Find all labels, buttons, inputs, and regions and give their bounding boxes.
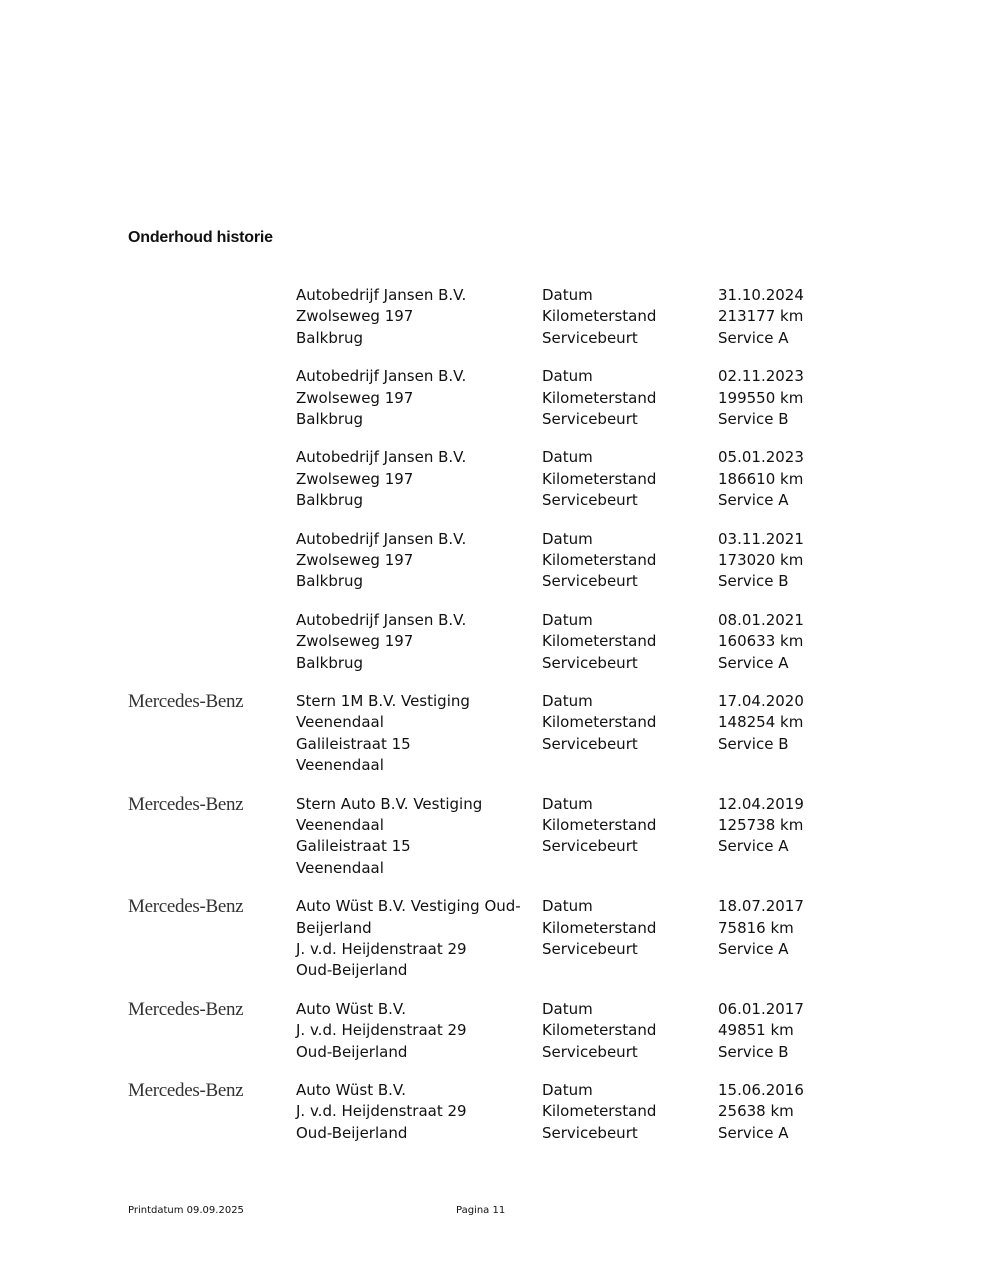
service-type: Service B: [718, 572, 789, 591]
service-record: [128, 447, 828, 511]
address-line: Veenendaal: [296, 713, 384, 732]
field-labels: [542, 529, 656, 593]
service-record: [128, 366, 828, 430]
dealer-address: [296, 285, 526, 349]
field-labels: [542, 999, 656, 1063]
page-number: Pagina 11: [456, 1205, 506, 1216]
field-label: Datum: [542, 286, 593, 304]
address-line: Autobedrijf Jansen B.V.: [296, 529, 467, 548]
address-line: Oud-Beijerland: [296, 1042, 408, 1061]
page-title: Onderhoud historie: [128, 229, 273, 246]
field-label: Datum: [542, 448, 593, 467]
service-date: 18.07.2017: [718, 897, 804, 916]
address-line: Zwolseweg 197: [296, 388, 414, 407]
field-labels: [542, 896, 656, 960]
field-values: [718, 691, 804, 755]
odometer-value: 160633 km: [718, 632, 804, 651]
address-line: Galileistraat 15: [296, 837, 411, 856]
service-date: 08.01.2021: [718, 610, 804, 629]
address-line: Balkbrug: [296, 491, 364, 510]
field-label: Servicebeurt: [542, 1042, 638, 1061]
address-line: Zwolseweg 197: [296, 469, 414, 488]
field-label: Datum: [542, 794, 593, 813]
brand-logo: Mercedes-Benz: [128, 1079, 244, 1101]
field-label: Servicebeurt: [542, 734, 638, 753]
service-date: 02.11.2023: [718, 367, 804, 386]
field-label: Kilometerstand: [542, 713, 657, 732]
service-date: 12.04.2019: [718, 794, 804, 813]
dealer-address: [296, 999, 526, 1063]
service-date: 17.04.2020: [718, 691, 804, 710]
field-label: Servicebeurt: [542, 1123, 638, 1142]
address-line: Galileistraat 15: [296, 734, 411, 753]
dealer-address: [296, 366, 526, 430]
address-line: Autobedrijf Jansen B.V.: [296, 286, 467, 304]
field-label: Kilometerstand: [542, 550, 657, 569]
dealer-address: [296, 794, 526, 880]
field-label: Kilometerstand: [542, 388, 657, 407]
print-date: Printdatum 09.09.2025: [128, 1205, 244, 1216]
field-values: [718, 794, 804, 858]
field-labels: [542, 610, 656, 674]
odometer-value: 75816 km: [718, 918, 794, 937]
service-type: Service A: [718, 328, 789, 347]
field-values: [718, 447, 804, 511]
service-type: Service A: [718, 491, 789, 510]
address-line: Oud-Beijerland: [296, 1123, 408, 1142]
field-values: [718, 999, 804, 1063]
address-line: Balkbrug: [296, 572, 364, 591]
field-values: [718, 1080, 804, 1144]
service-type: Service A: [718, 939, 789, 958]
service-record: [128, 285, 828, 349]
odometer-value: 173020 km: [718, 550, 804, 569]
field-label: Servicebeurt: [542, 653, 638, 672]
service-date: 05.01.2023: [718, 448, 804, 467]
service-record: [128, 999, 828, 1063]
service-record: [128, 529, 828, 593]
address-line: Balkbrug: [296, 653, 364, 672]
field-label: Kilometerstand: [542, 918, 657, 937]
field-label: Servicebeurt: [542, 939, 638, 958]
dealer-address: [296, 691, 526, 777]
service-type: Service A: [718, 837, 789, 856]
field-label: Datum: [542, 999, 593, 1018]
address-line: Beijerland: [296, 918, 372, 937]
dealer-address: [296, 447, 526, 511]
odometer-value: 199550 km: [718, 388, 804, 407]
field-values: [718, 610, 804, 674]
brand-logo: Mercedes-Benz: [128, 690, 244, 712]
field-labels: [542, 285, 656, 349]
address-line: Auto Wüst B.V.: [296, 999, 407, 1018]
field-label: Datum: [542, 367, 593, 386]
brand-logo: Mercedes-Benz: [128, 998, 244, 1020]
field-label: Servicebeurt: [542, 837, 638, 856]
service-type: Service B: [718, 734, 789, 753]
field-label: Kilometerstand: [542, 815, 657, 834]
address-line: Autobedrijf Jansen B.V.: [296, 367, 467, 386]
field-labels: [542, 447, 656, 511]
field-values: [718, 529, 804, 593]
address-line: J. v.d. Heijdenstraat 29: [296, 1102, 467, 1121]
service-date: 31.10.2024: [718, 286, 804, 304]
address-line: Autobedrijf Jansen B.V.: [296, 610, 467, 629]
odometer-value: 148254 km: [718, 713, 804, 732]
dealer-address: [296, 529, 526, 593]
address-line: Veenendaal: [296, 815, 384, 834]
odometer-value: 49851 km: [718, 1021, 794, 1040]
field-values: [718, 285, 804, 349]
field-label: Datum: [542, 529, 593, 548]
service-record: [128, 1080, 828, 1144]
service-type: Service A: [718, 653, 789, 672]
address-line: Autobedrijf Jansen B.V.: [296, 448, 467, 467]
field-label: Kilometerstand: [542, 307, 657, 326]
field-labels: [542, 1080, 656, 1144]
address-line: Zwolseweg 197: [296, 632, 414, 651]
field-values: [718, 896, 804, 960]
address-line: Zwolseweg 197: [296, 307, 414, 326]
service-date: 03.11.2021: [718, 529, 804, 548]
address-line: Auto Wüst B.V.: [296, 1080, 407, 1099]
field-labels: [542, 691, 656, 755]
field-values: [718, 366, 804, 430]
brand-logo: Mercedes-Benz: [128, 896, 244, 918]
address-line: Zwolseweg 197: [296, 550, 414, 569]
odometer-value: 25638 km: [718, 1102, 794, 1121]
service-record: [128, 896, 828, 982]
address-line: Balkbrug: [296, 410, 364, 428]
field-label: Kilometerstand: [542, 1102, 657, 1121]
field-label: Servicebeurt: [542, 328, 638, 347]
field-labels: [542, 794, 656, 858]
brand-logo: Mercedes-Benz: [128, 793, 244, 815]
service-date: 15.06.2016: [718, 1080, 804, 1099]
address-line: Oud-Beijerland: [296, 961, 408, 980]
address-line: Stern Auto B.V. Vestiging: [296, 794, 483, 813]
dealer-address: [296, 1080, 526, 1144]
service-type: Service A: [718, 1123, 789, 1142]
field-label: Servicebeurt: [542, 572, 638, 591]
service-record: [128, 691, 828, 777]
field-label: Servicebeurt: [542, 410, 638, 428]
field-label: Datum: [542, 691, 593, 710]
odometer-value: 125738 km: [718, 815, 804, 834]
field-labels: [542, 366, 656, 430]
field-label: Kilometerstand: [542, 632, 657, 651]
service-record: [128, 610, 828, 674]
service-type: Service B: [718, 410, 789, 428]
address-line: Veenendaal: [296, 858, 384, 877]
service-record: [128, 794, 828, 880]
odometer-value: 186610 km: [718, 469, 804, 488]
address-line: Veenendaal: [296, 756, 384, 775]
service-date: 06.01.2017: [718, 999, 804, 1018]
field-label: Datum: [542, 897, 593, 916]
field-label: Servicebeurt: [542, 491, 638, 510]
address-line: J. v.d. Heijdenstraat 29: [296, 939, 467, 958]
field-label: Datum: [542, 610, 593, 629]
address-line: Balkbrug: [296, 328, 364, 347]
address-line: Stern 1M B.V. Vestiging: [296, 691, 470, 710]
address-line: Auto Wüst B.V. Vestiging Oud-: [296, 897, 521, 916]
service-type: Service B: [718, 1042, 789, 1061]
dealer-address: [296, 896, 526, 982]
maintenance-history-list: [128, 285, 828, 1161]
address-line: J. v.d. Heijdenstraat 29: [296, 1021, 467, 1040]
field-label: Datum: [542, 1080, 593, 1099]
dealer-address: [296, 610, 526, 674]
odometer-value: 213177 km: [718, 307, 804, 326]
field-label: Kilometerstand: [542, 469, 657, 488]
field-label: Kilometerstand: [542, 1021, 657, 1040]
